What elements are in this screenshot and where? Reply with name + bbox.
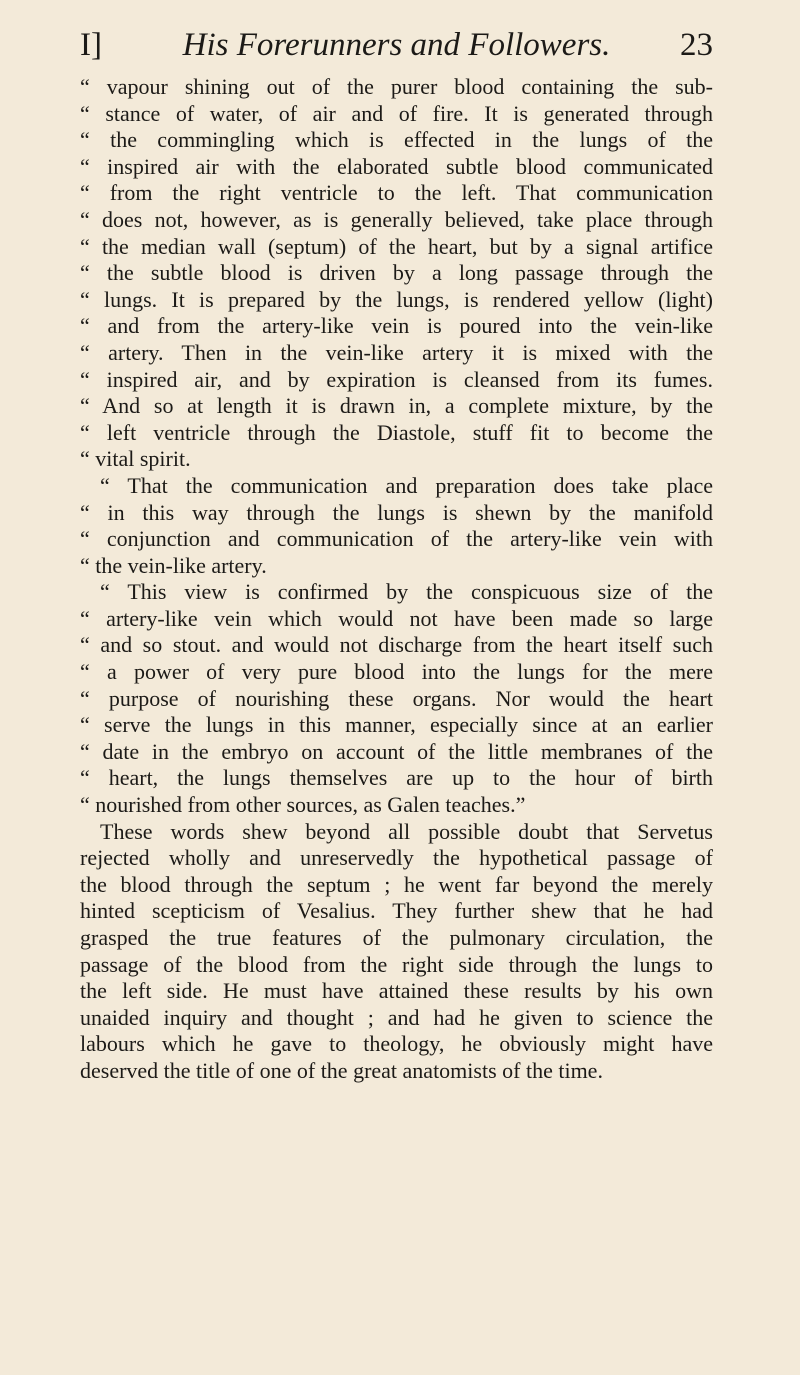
text-line: “ and from the artery-like vein is poured into the vein-like [80,313,713,339]
text-line: “ stance of water, of air and of fire. It is generated through [80,100,713,126]
text-line: “ left ventricle through the Diastole, stuff fit to become the [80,419,713,445]
text-line: passage of the blood from the right side through the lungs to [80,951,713,977]
text-line: “ lungs. It is prepared by the lungs, is rendered yellow (light) [80,286,713,312]
text-line: the left side. He must have attained these results by his own [80,978,713,1004]
text-line: “ inspired air with the elaborated subtle blood communicated [80,153,713,179]
text-line: deserved the title of one of the great anatomists of the time. [80,1057,603,1083]
text-line: “ purpose of nourishing these organs. Nor would the heart [80,685,713,711]
text-line: “ the commingling which is effected in the lungs of the [80,127,713,153]
text-line: hinted scepticism of Vesalius. They further shew that he had [80,898,713,924]
text-line: unaided inquiry and thought ; and had he given to science the [80,1004,713,1030]
text-line: These words shew beyond all possible doubt that Servetus [100,818,713,844]
text-line: “ This view is confirmed by the conspicuous size of the [100,579,713,605]
text-line: “ the subtle blood is driven by a long passage through the [80,260,713,286]
text-line: “ artery. Then in the vein-like artery it is mixed with the [80,339,713,365]
running-title: His Forerunners and Followers. [182,27,611,63]
text-line: labours which he gave to theology, he obviously might have [80,1031,713,1057]
text-line: “ serve the lungs in this manner, especially since at an earlier [80,712,713,738]
text-line: “ vapour shining out of the purer blood containing the sub- [80,74,713,99]
text-line: rejected wholly and unreservedly the hypothetical passage of [80,845,713,871]
text-line: “ heart, the lungs themselves are up to the hour of birth [80,765,713,791]
text-line: “ and so stout. and would not discharge from the heart itself such [80,632,713,658]
text-line: “ inspired air, and by expiration is cleansed from its fumes. [80,366,713,392]
text-line: “ the vein-like artery. [80,552,267,578]
text-line: “ does not, however, as is generally believed, take place through [80,206,713,232]
chapter-number: I] [80,27,102,63]
page-number: 23 [680,27,713,63]
text-line: “ conjunction and communication of the artery-like vein with [80,526,713,552]
text-line: the blood through the septum ; he went far beyond the merely [80,871,713,897]
text-line: grasped the true features of the pulmonary circulation, the [80,925,713,950]
body-text [80,74,713,1085]
text-line: “ And so at length it is drawn in, a complete mixture, by the [80,393,713,419]
text-line: “ nourished from other sources, as Galen teaches.” [80,792,526,818]
text-line: “ artery-like vein which would not have been made so large [80,605,713,631]
text-line: “ a power of very pure blood into the lungs for the mere [80,659,713,685]
text-line: “ date in the embryo on account of the little membranes of the [80,738,713,764]
text-line: “ That the communication and preparation does take place [100,472,713,498]
text-line: “ vital spirit. [80,446,191,472]
running-header [80,20,713,70]
text-line: “ in this way through the lungs is shewn by the manifold [80,499,713,525]
text-line: “ from the right ventricle to the left. That communication [80,180,713,206]
text-line: “ the median wall (septum) of the heart, but by a signal artifice [80,233,713,259]
